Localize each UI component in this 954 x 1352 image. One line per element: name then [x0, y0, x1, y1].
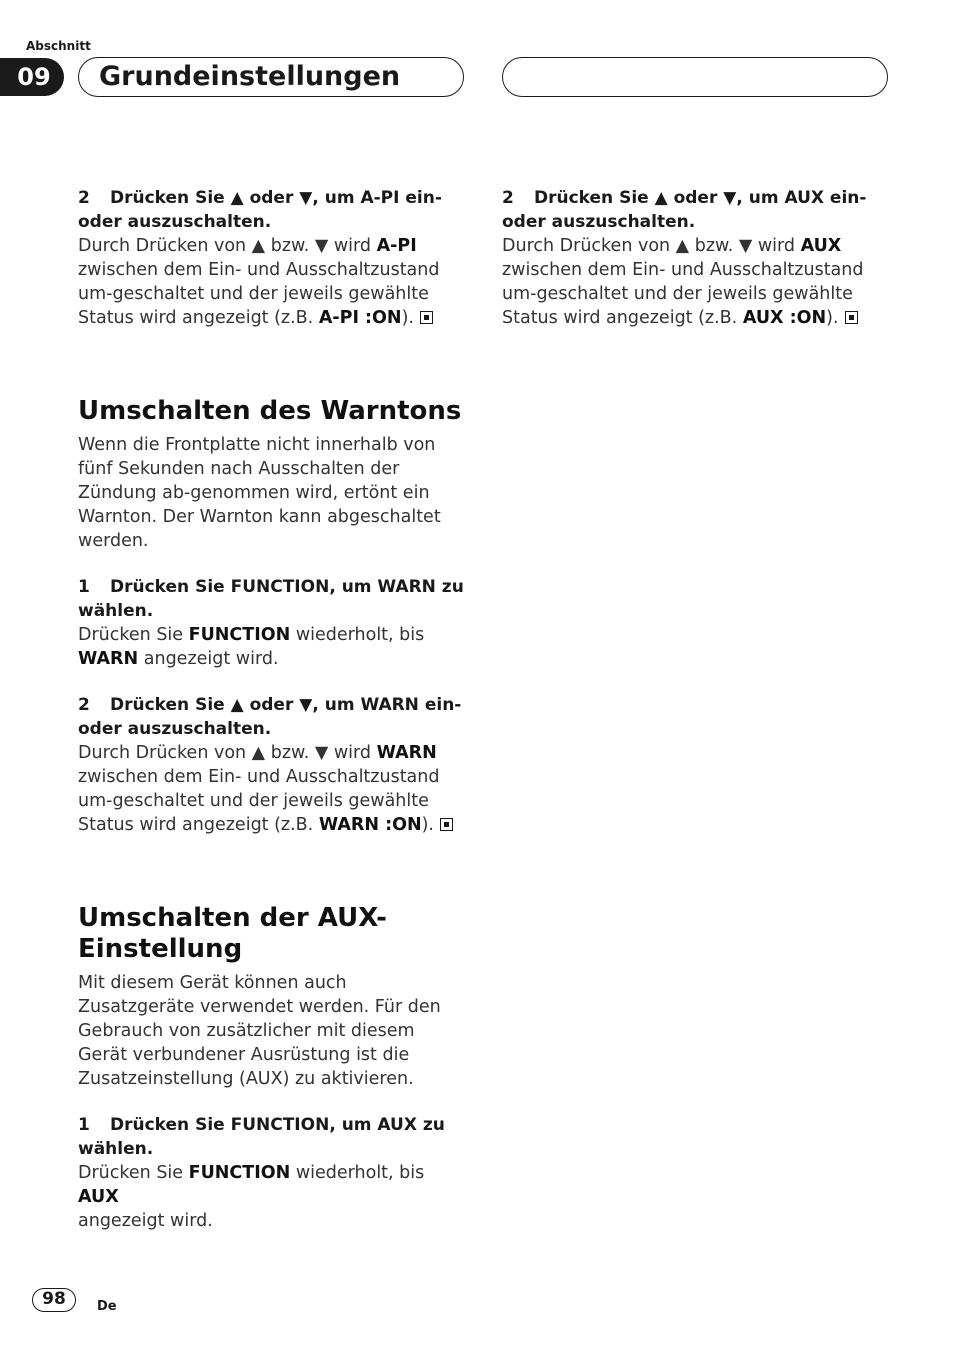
body-text: angezeigt wird. [78, 1211, 213, 1231]
end-of-section-icon [440, 818, 453, 831]
step-number: 1 [78, 577, 90, 597]
body-bold: WARN [78, 649, 139, 669]
body-example: A-PI :ON [318, 308, 402, 328]
body-bold: WARN [376, 743, 437, 763]
body-bold: AUX [800, 236, 842, 256]
step-title [502, 186, 892, 234]
heading-line2: Einstellung [78, 934, 243, 964]
step-number: 2 [502, 188, 514, 208]
step-title-line1: Drücken Sie ▲ oder ▼, um AUX ein- [534, 188, 867, 208]
step-title-line2: oder auszuschalten. [78, 719, 272, 739]
body-text: Drücken Sie [78, 1163, 189, 1183]
step-number: 2 [78, 695, 90, 715]
body-text: zwischen dem Ein- und Ausschaltzustand um-geschaltet und der jeweils gewählte Status wird angezeigt (z.B. [78, 767, 440, 835]
page-number: 98 [32, 1288, 76, 1312]
body-bold: AUX [78, 1187, 119, 1207]
language-code: De [97, 1299, 117, 1314]
step-body [78, 234, 468, 330]
body-bold: A-PI [376, 236, 417, 256]
chapter-title: Grundeinstellungen [78, 57, 464, 97]
step-number: 1 [78, 1115, 90, 1135]
step-body [502, 234, 892, 330]
step-title [78, 1113, 468, 1161]
step-body [78, 741, 468, 837]
body-text: zwischen dem Ein- und Ausschaltzustand um-geschaltet und der jeweils gewählte Status wird angezeigt (z.B. [502, 260, 864, 328]
step-title-line1: Drücken Sie ▲ oder ▼, um A-PI ein- [110, 188, 442, 208]
body-text: ). [826, 308, 839, 328]
section-heading-aux [78, 903, 468, 965]
body-text: wiederholt, bis [290, 625, 425, 645]
step-title-line2: oder auszuschalten. [502, 212, 696, 232]
step-title-line1: Drücken Sie FUNCTION, um WARN zu [110, 577, 464, 597]
body-text: ). [401, 308, 414, 328]
section-label: Abschnitt [26, 39, 91, 53]
body-text: zwischen dem Ein- und Ausschaltzustand um-geschaltet und der jeweils gewählte Status wird angezeigt (z.B. [78, 260, 440, 328]
body-example: WARN :ON [318, 815, 422, 835]
body-text: Durch Drücken von ▲ bzw. ▼ wird [78, 743, 377, 763]
step-title [78, 693, 468, 741]
left-column [78, 186, 468, 1233]
body-text: ). [421, 815, 434, 835]
warn-intro: Wenn die Frontplatte nicht innerhalb von fünf Sekunden nach Ausschalten der Zündung ab-genommen wird, ertönt ein Warnton. Der Warnton kann abgeschaltet werden. [78, 435, 441, 551]
body-text: Durch Drücken von ▲ bzw. ▼ wird [502, 236, 801, 256]
warn-step-1 [78, 575, 468, 671]
warn-step-2 [78, 693, 468, 837]
body-bold: FUNCTION [188, 625, 291, 645]
step-body [78, 623, 468, 671]
step-title [78, 575, 468, 623]
body-text: wiederholt, bis [290, 1163, 425, 1183]
aux-step-2 [502, 186, 892, 330]
step-number: 2 [78, 188, 90, 208]
body-bold: FUNCTION [188, 1163, 291, 1183]
step-body [78, 1161, 468, 1233]
step-title-line2: wählen. [78, 1139, 154, 1159]
apic-step-2 [78, 186, 468, 330]
aux-step-1 [78, 1113, 468, 1233]
step-title-line1: Drücken Sie ▲ oder ▼, um WARN ein- [110, 695, 462, 715]
body-text: Drücken Sie [78, 625, 189, 645]
aux-intro: Mit diesem Gerät können auch Zusatzgeräte verwendet werden. Für den Gebrauch von zusätzlicher mit diesem Gerät verbundener Ausrüstung ist die Zusatzeinstellung (AUX) zu aktivieren. [78, 973, 441, 1089]
chapter-number-badge: 09 [0, 58, 64, 96]
heading-line1: Umschalten der AUX- [78, 903, 387, 933]
step-title [78, 186, 468, 234]
end-of-section-icon [420, 311, 433, 324]
header-empty-frame [502, 57, 888, 97]
step-title-line2: wählen. [78, 601, 154, 621]
section-heading-warn: Umschalten des Warntons [78, 396, 462, 426]
body-text: Durch Drücken von ▲ bzw. ▼ wird [78, 236, 377, 256]
end-of-section-icon [845, 311, 858, 324]
body-example: AUX :ON [742, 308, 827, 328]
step-title-line1: Drücken Sie FUNCTION, um AUX zu [110, 1115, 445, 1135]
step-title-line2: oder auszuschalten. [78, 212, 272, 232]
body-text: angezeigt wird. [138, 649, 279, 669]
right-column [502, 186, 892, 330]
